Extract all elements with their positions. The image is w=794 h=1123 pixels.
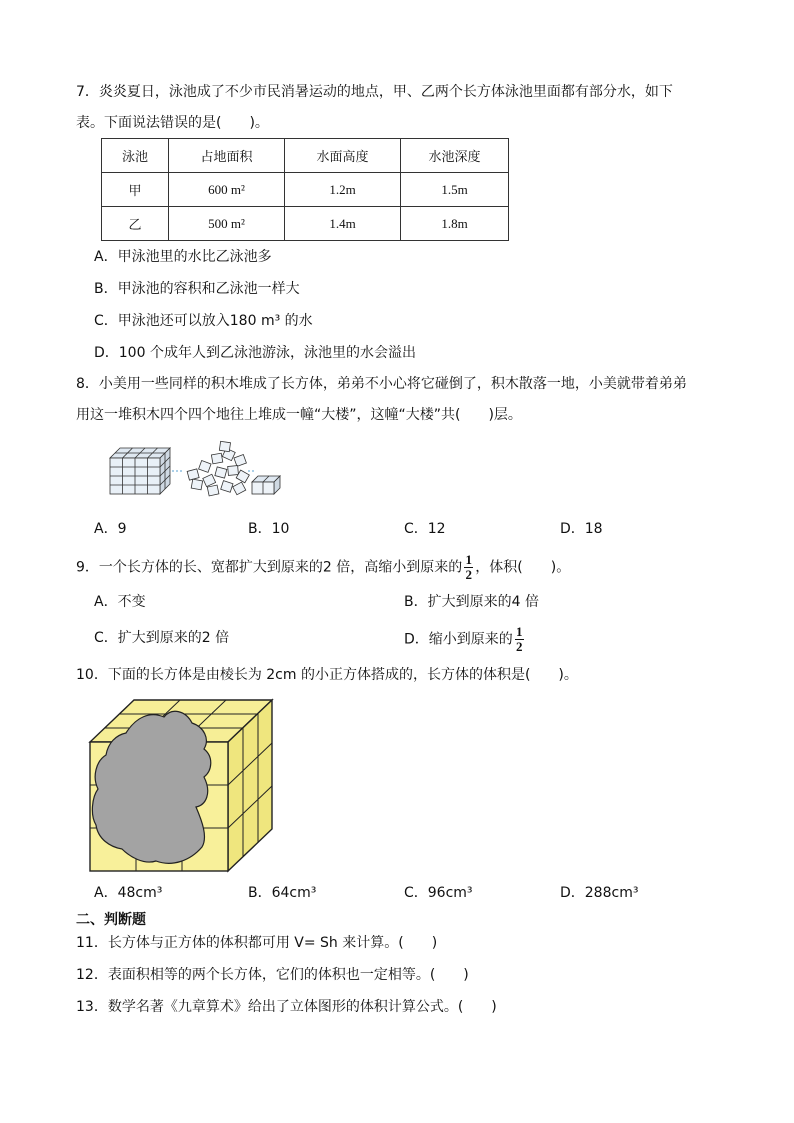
pool-table	[101, 138, 509, 241]
table-cell: 1.5m	[401, 173, 509, 207]
q7-option-d[interactable]: D．100 个成年人到乙泳池游泳，泳池里的水会溢出	[94, 345, 416, 361]
fraction-numerator: 1	[516, 624, 523, 639]
q10-stem: 10．下面的长方体是由棱长为 2cm 的小正方体搭成的，长方体的体积是( )。	[76, 667, 578, 683]
table-row	[102, 173, 509, 207]
header-cell: 泳池	[102, 139, 169, 173]
judge-item-11[interactable]: 11．长方体与正方体的体积都可用 V= Sh 来计算。( )	[76, 935, 438, 951]
table-row	[102, 207, 509, 241]
q10-option-c[interactable]: C．96cm³	[404, 885, 473, 901]
table-header-row	[102, 139, 509, 173]
q9-stem-text: 9．一个长方体的长、宽都扩大到原来的2 倍，高缩小到原来的	[76, 559, 463, 576]
q9-option-d-text: D．缩小到原来的	[404, 631, 513, 648]
table-cell: 甲	[102, 173, 169, 207]
q7-option-c[interactable]: C．甲泳池还可以放入180 m³ 的水	[94, 313, 313, 329]
table-cell: 600 m²	[169, 173, 285, 207]
q9-option-b[interactable]: B．扩大到原来的4 倍	[404, 594, 539, 610]
table-cell: 1.8m	[401, 207, 509, 241]
q8-option-d[interactable]: D．18	[560, 521, 603, 537]
q9-stem-text-end: ，体积( )。	[475, 559, 571, 576]
q9-stem	[76, 554, 570, 581]
stacked-cube-figure	[110, 448, 170, 494]
table-cell: 500 m²	[169, 207, 285, 241]
q8-option-a[interactable]: A．9	[94, 521, 127, 537]
q10-option-d[interactable]: D．288cm³	[560, 885, 639, 901]
q8-option-b[interactable]: B．10	[248, 521, 290, 537]
q7-option-a[interactable]: A．甲泳池里的水比乙泳池多	[94, 249, 272, 265]
table-cell: 1.2m	[285, 173, 401, 207]
q7-option-b[interactable]: B．甲泳池的容积和乙泳池一样大	[94, 281, 300, 297]
q9-option-a[interactable]: A．不变	[94, 594, 146, 610]
q9-option-d-fraction	[515, 626, 524, 653]
blocks-illustration	[108, 440, 288, 498]
judge-item-13[interactable]: 13．数学名著《九章算术》给出了立体图形的体积计算公式。( )	[76, 999, 497, 1015]
header-cell: 占地面积	[169, 139, 285, 173]
q10-option-b[interactable]: B．64cm³	[248, 885, 317, 901]
scattered-blocks-figure	[187, 441, 249, 496]
judge-item-12[interactable]: 12．表面积相等的两个长方体，它们的体积也一定相等。( )	[76, 967, 469, 983]
q10-option-a[interactable]: A．48cm³	[94, 885, 163, 901]
section-heading: 二、判断题	[76, 912, 146, 928]
q8-stem-line1: 8．小美用一些同样的积木堆成了长方体，弟弟不小心将它碰倒了，积木散落一地，小美就带着弟弟	[76, 376, 687, 392]
table-cell: 乙	[102, 207, 169, 241]
fraction-denominator: 2	[465, 567, 473, 582]
q9-option-d[interactable]	[404, 626, 526, 653]
fraction-numerator: 1	[465, 552, 473, 567]
table-cell: 1.4m	[285, 207, 401, 241]
q7-stem-line1: 7．炎炎夏日，泳池成了不少市民消暑运动的地点，甲、乙两个长方体泳池里面都有部分水，如下	[76, 84, 673, 100]
q9-option-c[interactable]: C．扩大到原来的2 倍	[94, 630, 230, 646]
small-block-figure	[252, 476, 280, 494]
q8-option-c[interactable]: C．12	[404, 521, 446, 537]
fraction-denominator: 2	[516, 639, 523, 654]
header-cell: 水池深度	[401, 139, 509, 173]
header-cell: 水面高度	[285, 139, 401, 173]
cuboid-figure	[86, 697, 276, 875]
q7-stem-line2: 表。下面说法错误的是( )。	[76, 115, 269, 131]
q8-stem-line2: 用这一堆积木四个四个地往上堆成一幢“大楼”，这幢“大楼”共( )层。	[76, 407, 522, 423]
q9-fraction	[464, 554, 473, 581]
